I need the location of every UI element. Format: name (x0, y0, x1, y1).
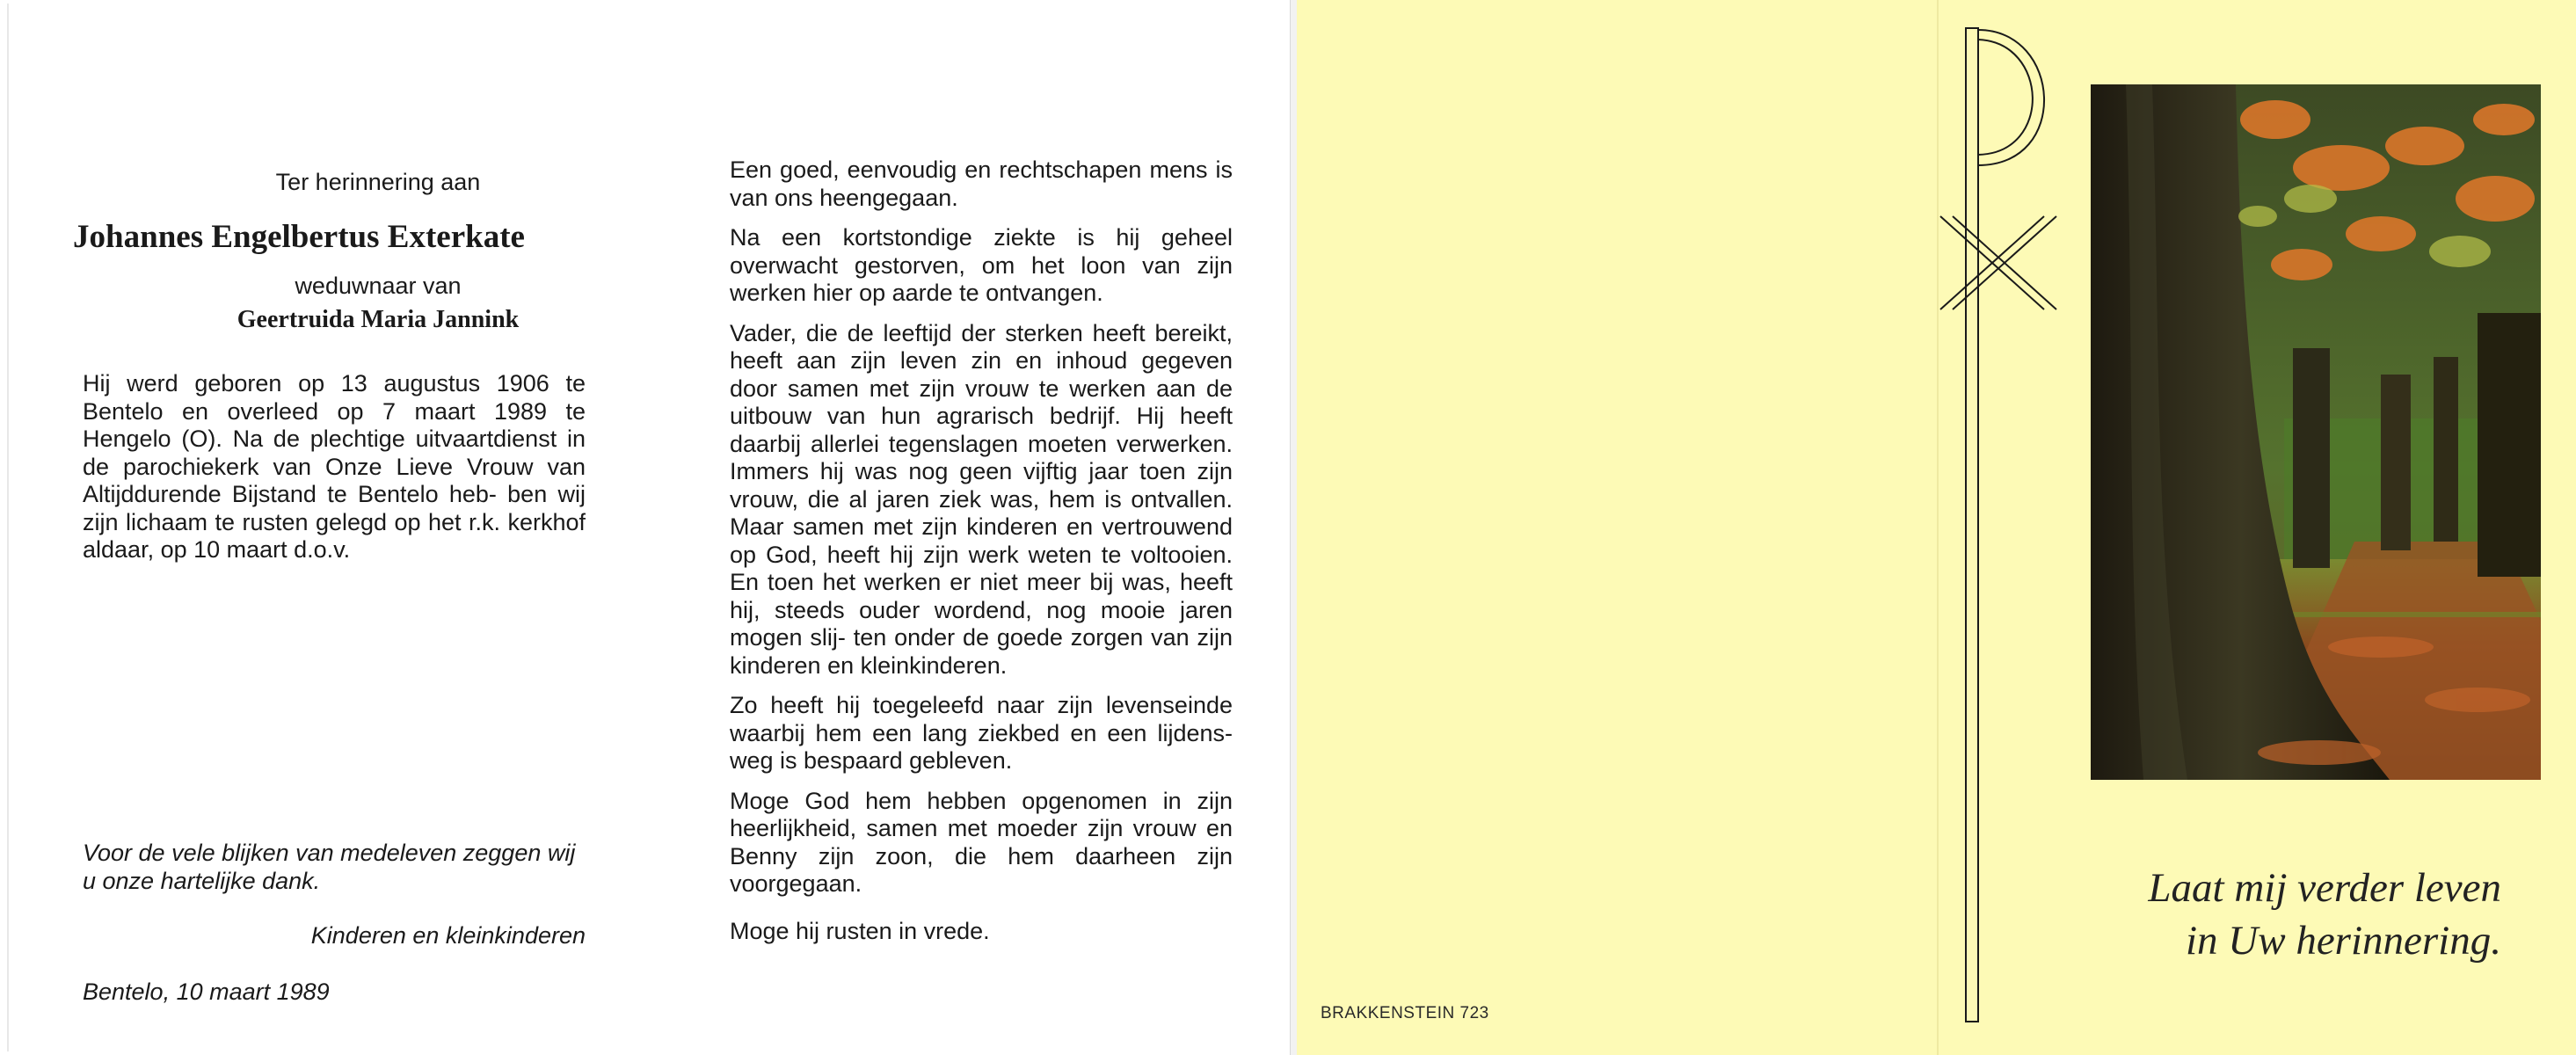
verse-line: Laat mij verder leven (2148, 865, 2501, 911)
tribute-text (730, 156, 1233, 957)
verse-line: in Uw herinnering. (2185, 918, 2501, 964)
tribute-paragraph: Moge God hem hebben opgenomen in zijn heerlijkheid, samen met moeder zijn vrouw en Benny zijn zoon, die hem daarheen zijn voorgegaan. (730, 787, 1233, 897)
tribute-paragraph: Zo heeft hij toegeleefd naar zijn levenseinde waarbij hem een lang ziekbed en een lijdens- weg is bespaard gebleven. (730, 692, 1233, 774)
tribute-paragraph: Moge hij rusten in vrede. (730, 917, 990, 944)
biography-text: Hij werd geboren op 13 augustus 1906 te Bentelo en overleed op 7 maart 1989 te Hengelo (O). Na de plechtige uitvaartdienst in de parochiekerk van Onze Lieve Vrouw van Altijddurende Bijstand te Bentelo heb- ben wij zijn lichaam te rusten gelegd op het r.k. kerkhof aldaar, op 10 maart d.o.v. (83, 370, 586, 563)
deceased-name: Johannes Engelbertus Exterkate (73, 219, 525, 255)
thanks-text: Voor de vele blijken van medeleven zeggen wij u onze hartelijke dank. (83, 840, 576, 894)
tribute-paragraph: Een goed, eenvoudig en rechtschapen mens is van ons heengegaan. (730, 156, 1233, 211)
autumn-tree-lane-photo (2091, 84, 2541, 780)
relation-label: weduwnaar van (295, 273, 462, 299)
verse (1930, 862, 2501, 967)
tribute-paragraph: Vader, die de leeftijd der sterken heeft bereikt, heeft aan zijn leven zin en inhoud gegeven door samen met zijn vrouw te werken aan de uitbouw van hun agrarisch bedrijf. Hij heeft daarbij allerlei tegenslagen moeten verwerken. Immers hij was nog geen vijftig jaar toen zijn vrouw, die al jaren ziek was, hem is ontvallen. Maar samen met zijn kinderen en vertrouwend op God, heeft hij zijn werk weten te voltooien. En toen het werken er niet meer bij was, heeft hij, steeds ouder wordend, nog mooie jaren mogen slij- ten onder de goede zorgen van zijn kinderen en kleinkinderen. (730, 319, 1233, 679)
publisher-code: BRAKKENSTEIN 723 (1321, 1004, 1489, 1022)
place-date: Bentelo, 10 maart 1989 (83, 979, 330, 1005)
memorial-intro: Ter herinnering aan (275, 169, 481, 195)
signatories: Kinderen en kleinkinderen (310, 922, 586, 949)
tribute-paragraph: Na een kortstondige ziekte is hij geheel overwacht gestorven, om het loon van zijn werken hier op aarde te ontvangen. (730, 224, 1233, 306)
spouse-name: Geertruida Maria Jannink (236, 306, 520, 333)
card-cover-page (1297, 0, 2576, 1055)
